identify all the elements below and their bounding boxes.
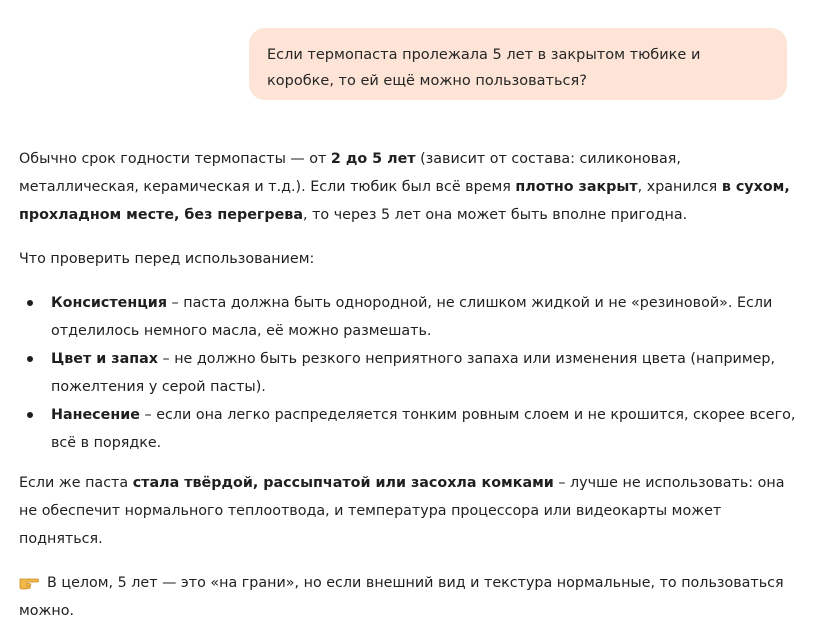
check-text: – паста должна быть однородной, не слишком жидкой и не «резиновой». Если отделилось немного масла, её можно размешать. [51,295,773,339]
bad-text-1: Если же паста [19,475,133,491]
check-text: – если она легко распределяется тонким ровным слоем и не крошится, скорее всего, всё в порядке. [51,407,796,451]
check-heading: Что проверить перед использованием: [19,251,315,267]
conclusion-text: В целом, 5 лет — это «на грани», но если внешний вид и текстура нормальные, то пользоваться можно. [19,575,784,619]
warning-paragraph [19,469,799,553]
intro-bold-3: в сухом, прохладном месте, без перегрева [19,179,790,223]
user-message-bubble [249,28,787,100]
check-title: Консистенция [51,295,168,311]
intro-bold-1: 2 до 5 лет [330,151,416,167]
user-message-text: Если термопаста пролежала 5 лет в закрытом тюбике и коробке, то ей ещё можно пользоваться? [267,47,701,89]
intro-text-1: Обычно срок годности термопасты — от [19,151,331,167]
bullet-icon [27,300,33,306]
check-title: Нанесение [51,407,140,423]
check-list [19,289,799,457]
intro-text-4: , то через 5 лет она может быть вполне пригодна. [303,207,688,223]
check-text: – не должно быть резкого неприятного запаха или изменения цвета (например, пожелтения у серой пасты). [51,351,776,395]
intro-text-3: , хранился [637,179,722,195]
list-item [19,401,799,457]
bullet-icon [27,356,33,362]
bad-bold-1: стала твёрдой, рассыпчатой или засохла комками [132,475,554,491]
conclusion-paragraph [19,569,799,625]
list-item [19,345,799,401]
assistant-answer [19,145,799,625]
answer-intro-paragraph [19,145,799,229]
intro-bold-2: плотно закрыт [515,179,638,195]
bad-text-2: – лучше не использовать: она не обеспечит нормального теплоотвода, и температура процессора или видеокарты может подняться. [19,475,785,547]
list-item [19,289,799,345]
bullet-icon [27,412,33,418]
intro-text-2: (зависит от состава: силиконовая, металлическая, керамическая и т.д.). Если тюбик был всё время [19,151,681,195]
pointing-finger-icon [19,572,39,590]
check-title: Цвет и запах [51,351,158,367]
